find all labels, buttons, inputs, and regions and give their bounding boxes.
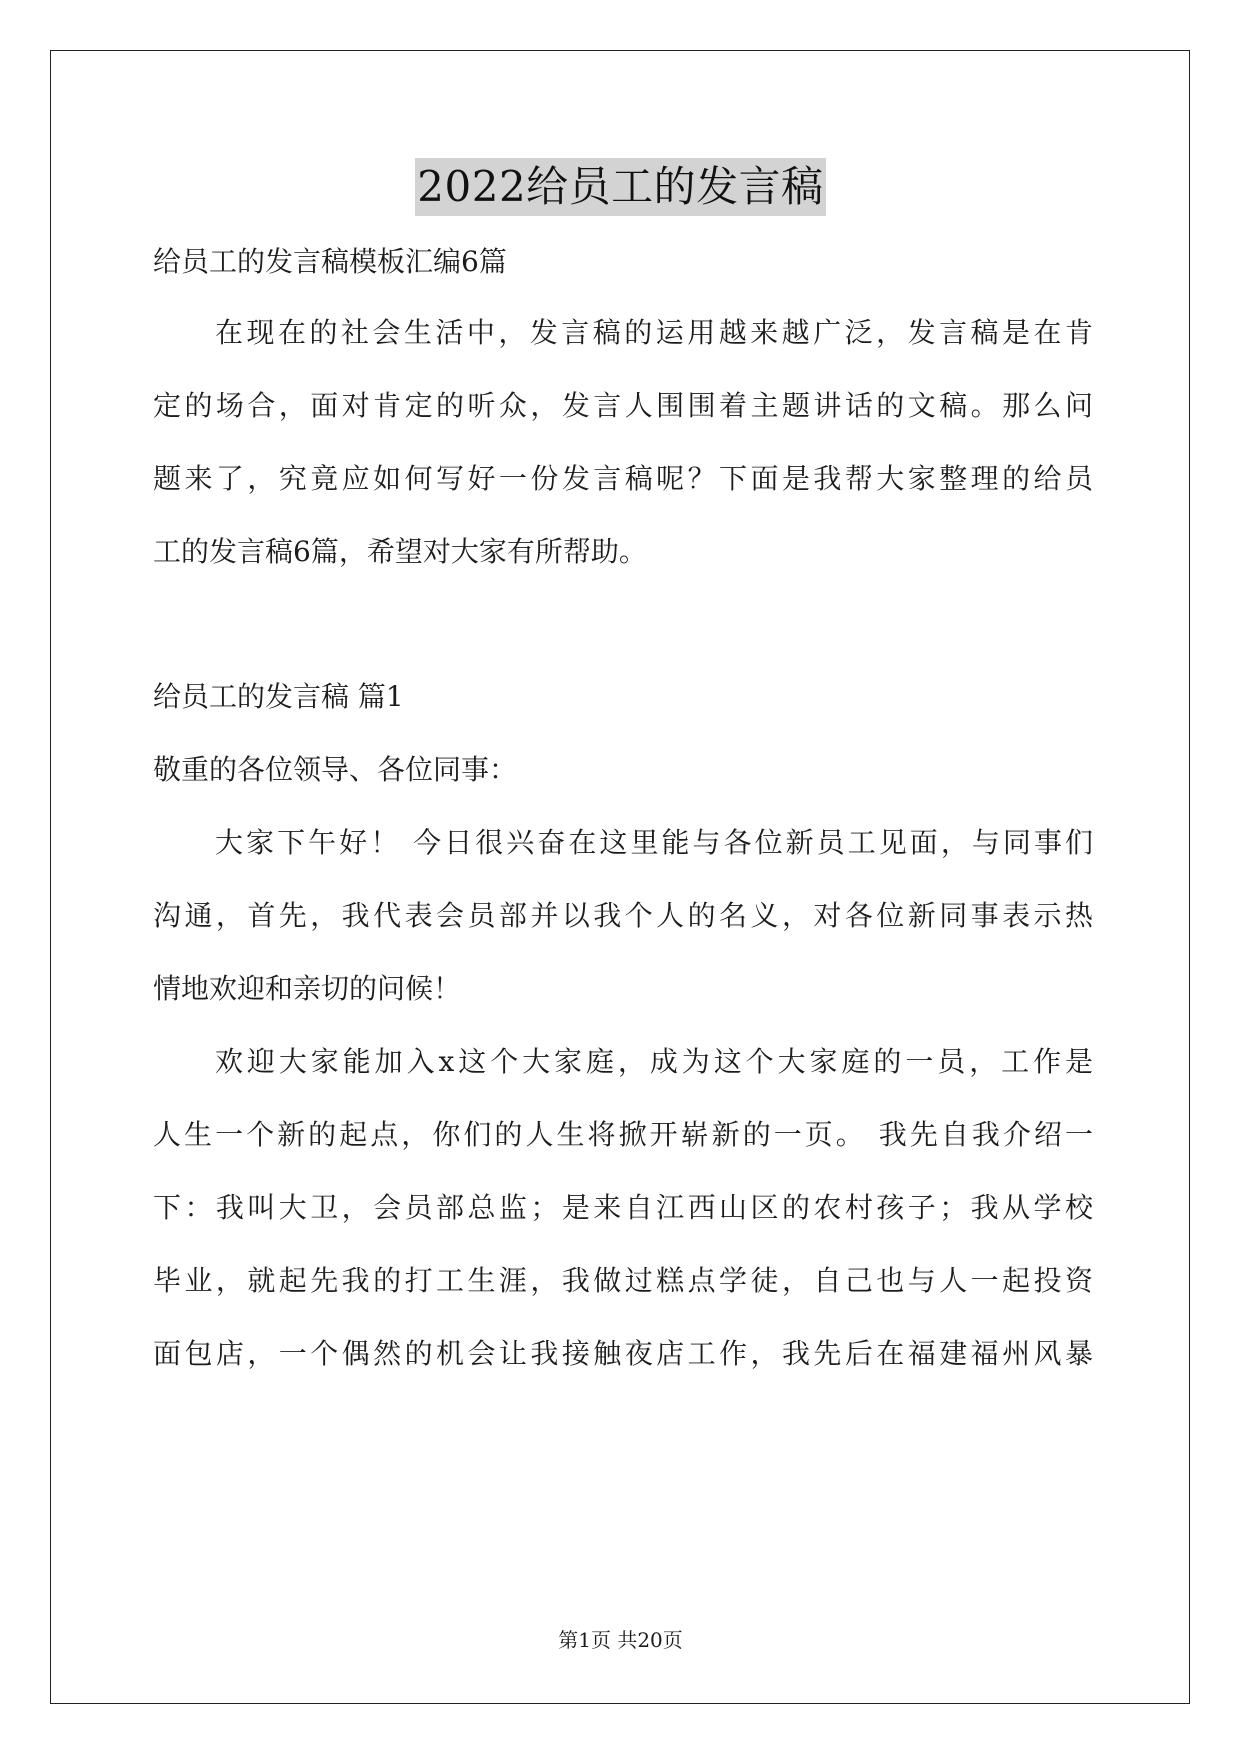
section-heading: 给员工的发言稿 篇1	[153, 680, 404, 713]
para1-line-1: 大家下午好！ 今日很兴奋在这里能与各位新员工见面，与同事们	[215, 826, 1093, 859]
para1-line-2: 沟通，首先，我代表会员部并以我个人的名义，对各位新同事表示热	[153, 899, 1093, 932]
para2-line-5: 面包店，一个偶然的机会让我接触夜店工作，我先后在福建福州风暴	[153, 1337, 1093, 1370]
page-border	[50, 50, 1190, 1704]
intro-line-4: 工的发言稿6篇，希望对大家有所帮助。	[153, 535, 647, 568]
page-number-footer: 第1页 共20页	[558, 1628, 683, 1652]
para2-line-2: 人生一个新的起点，你们的人生将掀开崭新的一页。 我先自我介绍一	[153, 1118, 1093, 1151]
intro-line-3: 题来了，究竟应如何写好一份发言稿呢？下面是我帮大家整理的给员	[153, 462, 1093, 495]
salutation: 敬重的各位领导、各位同事：	[153, 753, 518, 786]
intro-line-2: 定的场合，面对肯定的听众，发言人围围着主题讲话的文稿。那么问	[153, 389, 1093, 422]
para2-line-4: 毕业，就起先我的打工生涯，我做过糕点学徒，自己也与人一起投资	[153, 1264, 1093, 1297]
document-title: 2022给员工的发言稿	[415, 158, 825, 216]
document-subtitle: 给员工的发言稿模板汇编6篇	[153, 245, 507, 278]
para1-line-3: 情地欢迎和亲切的问候！	[153, 972, 462, 1005]
para2-line-1: 欢迎大家能加入x这个大家庭，成为这个大家庭的一员，工作是	[215, 1045, 1093, 1078]
para2-line-3: 下：我叫大卫，会员部总监；是来自江西山区的农村孩子；我从学校	[153, 1191, 1093, 1224]
title-container	[0, 158, 1241, 216]
intro-line-1: 在现在的社会生活中，发言稿的运用越来越广泛，发言稿是在肯	[215, 316, 1093, 349]
